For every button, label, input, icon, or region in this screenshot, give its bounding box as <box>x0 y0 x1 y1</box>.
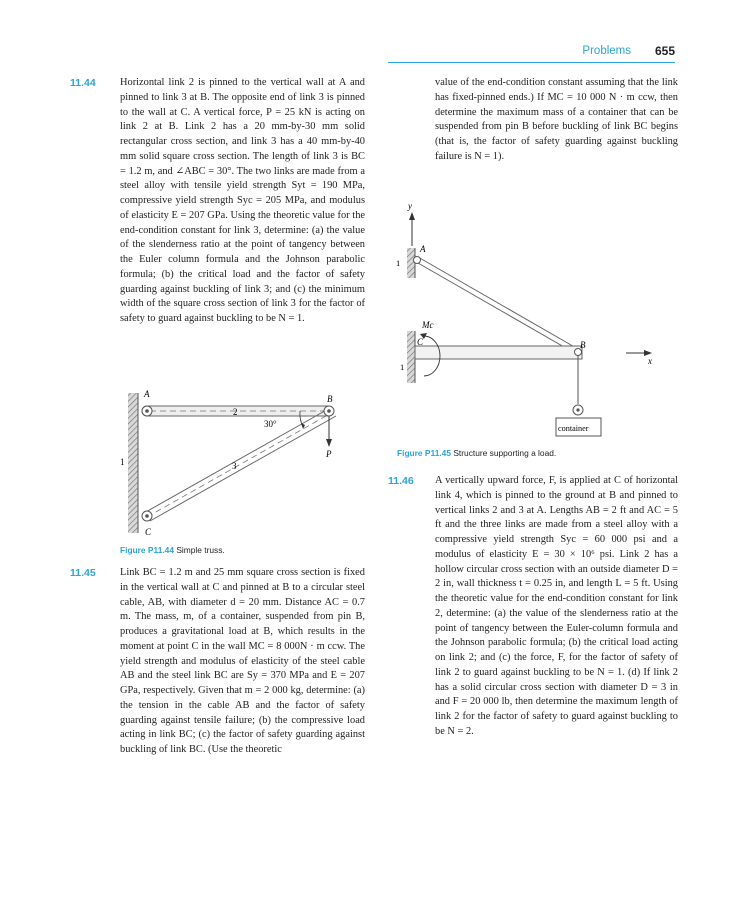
label-c: C <box>417 337 424 347</box>
label-a: A <box>420 244 426 254</box>
label-link-2: 2 <box>233 407 238 417</box>
problem-number: 11.46 <box>388 475 414 487</box>
label-wall-a: 1 <box>396 258 401 268</box>
caption-title: Simple truss. <box>176 545 225 555</box>
label-a: A <box>144 389 150 399</box>
running-header <box>0 40 737 64</box>
problem-text: Link BC = 1.2 m and 25 mm square cross section is fixed in the vertical wall at C and pinned at B to a circular steel cable, AB, with diameter d = 20 mm. Distance AC = 0.7 m. The mass, m, of a container, suspended from pin B, produces a gravitational load at B, which results in the moment at point C in the wall MC = 8 000N · m ccw. The yield strength and modulus of elasticity of the steel cable AB and the steel link BC are Sy = 370 MPa and E = 207 GPa, respectively. Given that m = 2 000 kg, determine: (a) the tension in the cable AB and the factor of safety guarding against tensile failure; (b) the compressive load acting in link BC; (c) the factor of safety guarding against buckling of link BC. (Use the theoretic <box>120 567 365 755</box>
figure-p11-44 <box>110 385 360 545</box>
section-title: Problems <box>582 45 631 57</box>
label-c: C <box>145 527 152 537</box>
problem-text-continued: value of the end-condition constant assuming that the link has fixed-pinned ends.) If MC = 10 000 N · m ccw, then determine the maximum mass of a container that can be suspended from pin B before buckling of link BC begins (that is, the factor of safety guarding against buckling failure is N = 1). <box>435 77 678 162</box>
caption-title: Structure supporting a load. <box>453 448 557 458</box>
label-container: container <box>558 424 589 433</box>
figure-p11-45 <box>390 200 680 442</box>
problem-11-46 <box>388 474 678 740</box>
label-wall: 1 <box>120 457 125 467</box>
problem-11-45-continued <box>388 76 678 165</box>
label-b: B <box>580 340 586 350</box>
label-y: y <box>408 201 412 211</box>
wall-c <box>407 331 415 383</box>
label-link-3: 3 <box>232 461 237 471</box>
problem-number: 11.44 <box>70 77 96 89</box>
pin-a <box>414 257 421 264</box>
link-3 <box>144 408 336 521</box>
label-mc: Mc <box>422 320 434 330</box>
problem-text: Horizontal link 2 is pinned to the vertical wall at A and pinned to link 3 at B. The opposite end of link 3 is pinned to the wall at C. A vertical force, P = 25 kN is acting on link 2 at B. Link 2 has a 20 mm-by-30 mm solid rectangular cross section, and link 3 has a 40 mm-by-40 mm solid square cross section. The length of link 3 is BC = 1.2 m, and ∠ABC = 30°. The two links are made from a steel alloy with tensile yield strength Syt = 190 MPa, compressive yield strength Syc = 205 MPa, and modulus of elasticity E = 207 GPa. Using the theoretic value for the end-condition constant for link 3, determine: (a) the value of the slenderness ratio at the point of tangency between the Euler column formula and the Johnson parabolic formula; (b) the critical load and the factor of safety guarding against buckling of link 3; and (c) the minimum width of the square cross section of link 3 for the factor of safety to guard against buckling to be N = 1. <box>120 77 365 324</box>
problem-11-44 <box>70 76 365 327</box>
label-p: P <box>326 449 332 459</box>
problem-number: 11.45 <box>70 567 96 579</box>
wall <box>128 393 138 533</box>
label-b: B <box>327 394 333 404</box>
cable-ab <box>418 257 578 355</box>
label-angle: 30° <box>264 419 277 429</box>
problem-text: A vertically upward force, F, is applied at C of horizontal link 4, which is pinned to the ground at B and pinned to vertical links 2 and 3 at A. Lengths AB = 2 ft and AC = 5 ft and the three links are made from a steel alloy with a compressive yield strength Syc = 60 000 psi and a modulus of elasticity E = 30 × 10⁶ psi. Link 2 has a hollow circular cross section with an outside diameter D = 2 in, wall thickness t = 0.25 in, and length L = 5 ft. Using the theoretic value for the end-condition constant for link 2, determine: (a) the value of the slenderness ratio at the point of tangency between the Euler-column formula and the Johnson parabolic formula; (b) the critical load acting on link 2; and (c) the force, F, for the factor of safety of link 2 to guard against buckling to be N = 1. (d) If link 2 has a solid circular cross section with diameter D = 3 in and F = 20 000 lb, then determine the maximum length of link 2 for the factor of safety to guard against buckling to be N = 2. <box>435 475 678 737</box>
page-number: 655 <box>654 44 675 58</box>
label-x: x <box>648 356 652 366</box>
caption-label: Figure P11.44 <box>120 545 174 555</box>
wall-a <box>407 248 415 278</box>
caption-label: Figure P11.45 <box>397 448 451 458</box>
caption-p11-44 <box>120 545 225 555</box>
problem-11-45 <box>70 566 365 758</box>
caption-p11-45 <box>397 448 556 458</box>
label-wall-c: 1 <box>400 362 405 372</box>
header-rule <box>388 62 675 63</box>
